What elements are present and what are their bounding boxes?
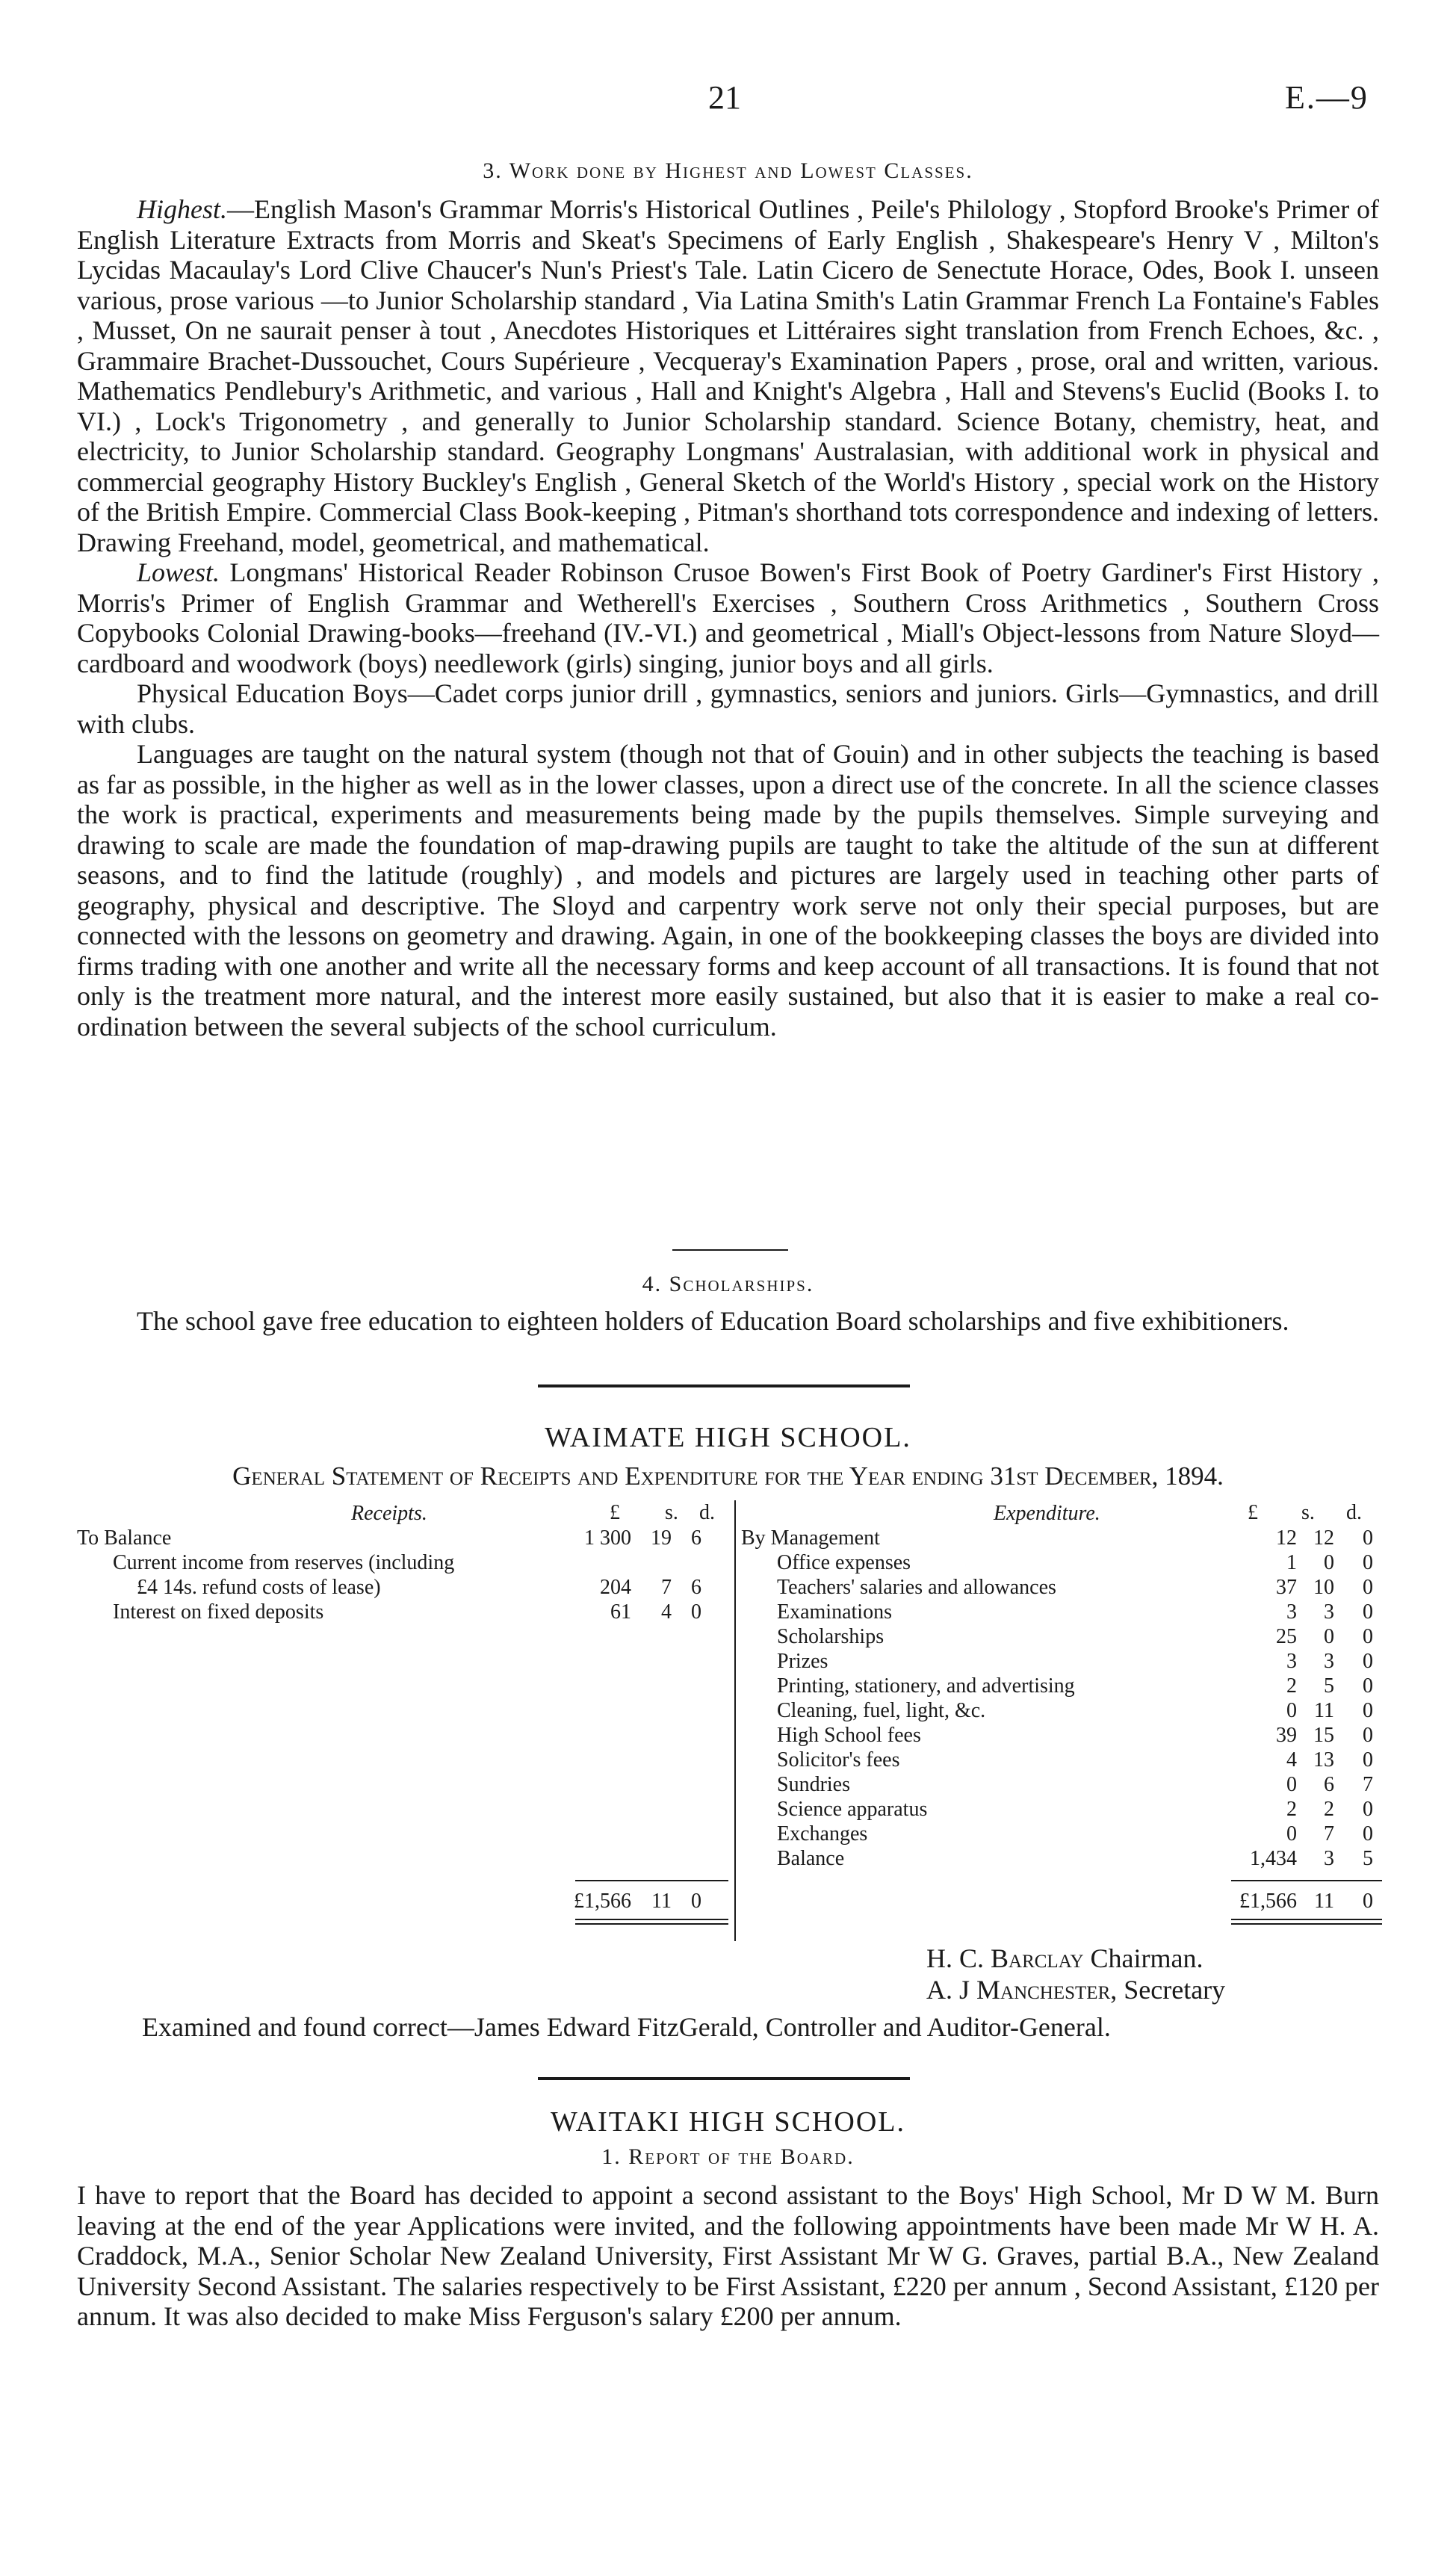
pounds-head: £ <box>610 1501 620 1524</box>
expenditure-pounds: 3 <box>1286 1600 1297 1624</box>
physical-education-paragraph: Physical Education Boys—Cadet corps junior drill , gymnastics, seniors and juniors. Girls—Gymnastics, and drill with clubs. <box>77 678 1379 739</box>
expenditure-shillings: 12 <box>1313 1526 1334 1550</box>
receipt-pence: 6 <box>691 1576 701 1599</box>
receipt-shillings <box>631 1550 672 1575</box>
expenditure-row <box>741 1723 1373 1748</box>
waitaki-subtitle: 1. Report of the Board. <box>601 2144 855 2169</box>
pence-head: d. <box>1346 1501 1362 1524</box>
expenditure-pounds: 1,434 <box>1250 1847 1297 1870</box>
expenditure-pence: 0 <box>1363 1526 1373 1550</box>
pence-head: d. <box>699 1501 715 1524</box>
highest-label: Highest. <box>137 194 227 224</box>
expenditure-row <box>741 1674 1373 1698</box>
receipt-pence <box>672 1550 701 1575</box>
expenditure-shillings: 11 <box>1314 1699 1334 1722</box>
receipts-total <box>570 1889 701 1913</box>
expenditure-pounds: 3 <box>1286 1650 1297 1673</box>
expenditure-total-pence: 0 <box>1363 1890 1373 1913</box>
expenditure-label: By Management <box>741 1526 880 1550</box>
receipt-pence: 6 <box>691 1526 701 1550</box>
expenditure-label: Prizes <box>777 1650 828 1673</box>
expenditure-label: Cleaning, fuel, light, &c. <box>777 1699 986 1722</box>
school-divider-rule-2 <box>538 2077 910 2080</box>
expenditure-shillings: 15 <box>1313 1724 1334 1747</box>
expenditure-shillings: 10 <box>1313 1576 1334 1599</box>
expenditure-pence: 0 <box>1363 1625 1373 1648</box>
expenditure-pounds: 1 <box>1286 1551 1297 1574</box>
expenditure-row <box>741 1846 1373 1871</box>
expenditure-pence: 0 <box>1363 1748 1373 1772</box>
expenditure-heading: Expenditure. <box>994 1502 1100 1525</box>
expenditure-pounds: 37 <box>1276 1576 1297 1599</box>
expenditure-total-rule-top <box>1231 1880 1382 1881</box>
expenditure-pence: 0 <box>1363 1650 1373 1673</box>
signatory-chairman <box>926 1943 1203 1974</box>
receipt-label: Current income from reserves (including <box>113 1551 455 1574</box>
waitaki-report-paragraph: I have to report that the Board has decided to appoint a second assistant to the Boys' High School, Mr D W M. Burn leaving at the end of the year Applications were invited, and the following appointments have been made Mr W H. A. Craddock, M.A., Senior Scholar New Zealand University, First Assistant Mr W G. Graves, partial B.A., New Zealand University Second Assistant. The salaries respectively to be First Assistant, £220 per annum , Second Assistant, £120 per annum. It was also decided to make Miss Ferguson's salary £200 per annum. <box>77 2180 1379 2331</box>
expenditure-label: Examinations <box>777 1600 892 1624</box>
receipt-pounds: 1 300 <box>584 1526 631 1550</box>
receipt-row <box>77 1600 701 1624</box>
expenditure-pence: 0 <box>1363 1699 1373 1722</box>
receipt-label: Interest on fixed deposits <box>113 1600 324 1624</box>
receipt-pounds: 61 <box>610 1600 631 1624</box>
chairman-name: H. C. Barclay <box>926 1943 1084 1973</box>
school-divider-rule <box>538 1384 910 1387</box>
expenditure-shillings: 3 <box>1324 1650 1334 1673</box>
expenditure-total-shillings: 11 <box>1314 1890 1334 1913</box>
expenditure-label: Office expenses <box>777 1551 911 1574</box>
statement-title <box>77 1461 1379 1491</box>
receipt-pounds: 204 <box>600 1576 631 1599</box>
section-divider <box>672 1249 788 1251</box>
expenditure-pence: 0 <box>1363 1600 1373 1624</box>
waitaki-report <box>77 2180 1379 2332</box>
expenditure-label: High School fees <box>777 1724 921 1747</box>
receipts-total-pounds: £1,566 <box>574 1890 631 1913</box>
highest-paragraph <box>77 194 1379 557</box>
receipt-pounds <box>570 1550 631 1575</box>
receipt-shillings: 4 <box>661 1600 672 1624</box>
expenditure-pounds: 0 <box>1286 1822 1297 1845</box>
expenditure-label: Exchanges <box>777 1822 868 1845</box>
expenditure-total-pounds: £1,566 <box>1239 1890 1297 1913</box>
receipt-shillings: 7 <box>661 1576 672 1599</box>
expenditure-label: Solicitor's fees <box>777 1748 900 1772</box>
expenditure-label: Balance <box>777 1847 845 1870</box>
receipt-shillings: 19 <box>651 1526 672 1550</box>
expenditure-row <box>741 1600 1373 1624</box>
receipt-row <box>77 1575 701 1600</box>
expenditure-shillings: 7 <box>1324 1822 1334 1845</box>
expenditure-pence: 0 <box>1363 1822 1373 1845</box>
signatory-secretary <box>926 1974 1225 2005</box>
lowest-paragraph <box>77 557 1379 678</box>
waitaki-school-title: WAITAKI HIGH SCHOOL. <box>551 2106 905 2138</box>
shillings-head: s. <box>665 1501 678 1524</box>
expenditure-shillings: 2 <box>1324 1798 1334 1821</box>
receipts-total-rule-top <box>575 1880 728 1881</box>
section-3-title: 3. Work done by Highest and Lowest Classes. <box>483 158 973 183</box>
expenditure-label: Teachers' salaries and allowances <box>777 1576 1056 1599</box>
expenditure-row <box>741 1822 1373 1846</box>
expenditure-pounds: 12 <box>1276 1526 1297 1550</box>
section-4-body <box>77 1306 1379 1337</box>
expenditure-label: Science apparatus <box>777 1798 928 1821</box>
receipts-heading: Receipts. <box>351 1502 427 1525</box>
receipt-row <box>77 1526 701 1550</box>
expenditure-label: Scholarships <box>777 1625 885 1648</box>
statement-title-text: General Statement of Receipts and Expenditure for the Year ending 31st December, 1894. <box>232 1461 1224 1491</box>
expenditure-pounds: 4 <box>1286 1748 1297 1772</box>
receipt-label: £4 14s. refund costs of lease) <box>137 1576 381 1599</box>
expenditure-pence: 0 <box>1363 1674 1373 1698</box>
receipt-pence: 0 <box>691 1600 701 1624</box>
expenditure-pounds: 39 <box>1276 1724 1297 1747</box>
expenditure-pence: 0 <box>1363 1798 1373 1821</box>
expenditure-total-rule-bottom-1 <box>1231 1919 1382 1920</box>
expenditure-row <box>741 1550 1373 1575</box>
scholarships-paragraph: The school gave free education to eighteen holders of Education Board scholarships and five exhibitioners. <box>137 1306 1289 1336</box>
expenditure-pounds: 25 <box>1276 1625 1297 1648</box>
expenditure-shillings: 0 <box>1324 1625 1334 1648</box>
section-3-body <box>77 194 1379 1042</box>
receipts-total-rule-bottom-2 <box>575 1923 728 1925</box>
secretary-role: Secretary <box>1124 1975 1226 2005</box>
expenditure-row <box>741 1526 1373 1550</box>
receipt-label: To Balance <box>77 1526 172 1550</box>
expenditure-row <box>741 1575 1373 1600</box>
expenditure-shillings: 3 <box>1324 1600 1334 1624</box>
lowest-text: Longmans' Historical Reader Robinson Crusoe Bowen's First Book of Poetry Gardiner's First History , Morris's Primer of English Grammar and Wetherell's Exercises , Southern Cross Arithmetics , Southern Cross Copybooks Colonial Drawing-books—freehand (IV.-VI.) and geometrical , Miall's Object-lessons from Nature Sloyd—cardboard and woodwork (boys) needlework (girls) singing, junior boys and all girls. <box>77 557 1379 678</box>
expenditure-pounds: 2 <box>1286 1798 1297 1821</box>
page-number: 21 <box>708 79 741 116</box>
receipts-total-pence: 0 <box>691 1890 701 1913</box>
expenditure-total-rule-bottom-2 <box>1231 1923 1382 1925</box>
expenditure-shillings: 0 <box>1324 1551 1334 1574</box>
chairman-role: Chairman. <box>1090 1943 1203 1973</box>
expenditure-pence: 5 <box>1363 1847 1373 1870</box>
languages-paragraph: Languages are taught on the natural system (though not that of Gouin) and in other subjects the teaching is based as far as possible, in the higher as well as in the lower classes, upon a direct use of the concrete. In all the science classes the work is practical, experiments and measurements being made by the pupils themselves. Simple surveying and drawing to scale are made the foundation of map-drawing pupils are taught to take the altitude of the sun at different seasons, and to find the latitude (roughly) , and models and pictures are largely used in teaching other parts of geography, physical and descriptive. The Sloyd and carpentry work serve not only their special purposes, but are connected with the lessons on geometry and drawing. Again, in one of the bookkeeping classes the boys are divided into firms trading with one another and write all the necessary forms and keep account of all transactions. It is found that not only is the treatment more natural, and the interest more easily sustained, but also that it is easier to make a real co-ordination between the several subjects of the school curriculum. <box>77 739 1379 1042</box>
expenditure-pounds: 2 <box>1286 1674 1297 1698</box>
shillings-head: s. <box>1301 1501 1315 1524</box>
receipts-list <box>77 1526 701 1624</box>
secretary-name: A. J Manchester, <box>926 1975 1118 2005</box>
document-reference: E.—9 <box>1285 79 1369 116</box>
highest-text: —English Mason's Grammar Morris's Historical Outlines , Peile's Philology , Stopford Brooke's Primer of English Literature Extracts from Morris and Skeat's Specimens of Early English , Shakespeare's Henry V , Milton's Lycidas Macaulay's Lord Clive Chaucer's Nun's Priest's Tale. Latin Cicero de Senectute Horace, Odes, Book I. unseen various, prose various —to Junior Scholarship standard , Via Latina Smith's Latin Grammar French La Fontaine's Fables , Musset, On ne saurait penser à tout , Anecdotes Historiques et Littéraires sight translation from French Echoes, &c. , Grammaire Brachet-Dussouchet, Cours Supérieure , Vecqueray's Examination Papers , prose, oral and written, various. Mathematics Pendlebury's Arithmetic, and various , Hall and Knight's Algebra , Hall and Stevens's Euclid (Books I. to VI.) , Lock's Trigonometry , and generally to Junior Scholarship standard. Science Botany, chemistry, heat, and electricity, to Junior Scholarship standard. Geography Longmans' Australasian, with additional work in physical and commercial geography History Buckley's English , General Sketch of the World's History , special work on the History of the British Empire. Commercial Class Book-keeping , Pitman's shorthand tots correspondence and indexing of letters. Drawing Freehand, model, geometrical, and mathematical. <box>77 194 1379 557</box>
expenditure-row <box>741 1772 1373 1797</box>
lowest-label: Lowest. <box>137 557 220 587</box>
expenditure-total <box>1228 1889 1373 1913</box>
waimate-school-title: WAIMATE HIGH SCHOOL. <box>545 1422 911 1453</box>
expenditure-row <box>741 1624 1373 1649</box>
expenditure-shillings: 5 <box>1324 1674 1334 1698</box>
column-divider <box>734 1500 736 1941</box>
section-4-title: 4. Scholarships. <box>642 1272 814 1296</box>
expenditure-shillings: 13 <box>1313 1748 1334 1772</box>
receipts-total-rule-bottom-1 <box>575 1919 728 1920</box>
expenditure-pence: 7 <box>1363 1773 1373 1796</box>
expenditure-list <box>741 1526 1373 1871</box>
receipt-row <box>77 1550 701 1575</box>
expenditure-row <box>741 1698 1373 1723</box>
expenditure-pounds: 0 <box>1286 1773 1297 1796</box>
expenditure-pence: 0 <box>1363 1551 1373 1574</box>
expenditure-row <box>741 1797 1373 1822</box>
expenditure-pence: 0 <box>1363 1576 1373 1599</box>
expenditure-pence: 0 <box>1363 1724 1373 1747</box>
expenditure-shillings: 6 <box>1324 1773 1334 1796</box>
expenditure-label: Sundries <box>777 1773 850 1796</box>
expenditure-pounds: 0 <box>1286 1699 1297 1722</box>
expenditure-row <box>741 1748 1373 1772</box>
pounds-head: £ <box>1248 1501 1258 1524</box>
expenditure-label: Printing, stationery, and advertising <box>777 1674 1075 1698</box>
expenditure-row <box>741 1649 1373 1674</box>
auditor-statement: Examined and found correct—James Edward FitzGerald, Controller and Auditor-General. <box>142 2012 1111 2042</box>
receipts-total-shillings: 11 <box>651 1890 672 1913</box>
expenditure-shillings: 3 <box>1324 1847 1334 1870</box>
